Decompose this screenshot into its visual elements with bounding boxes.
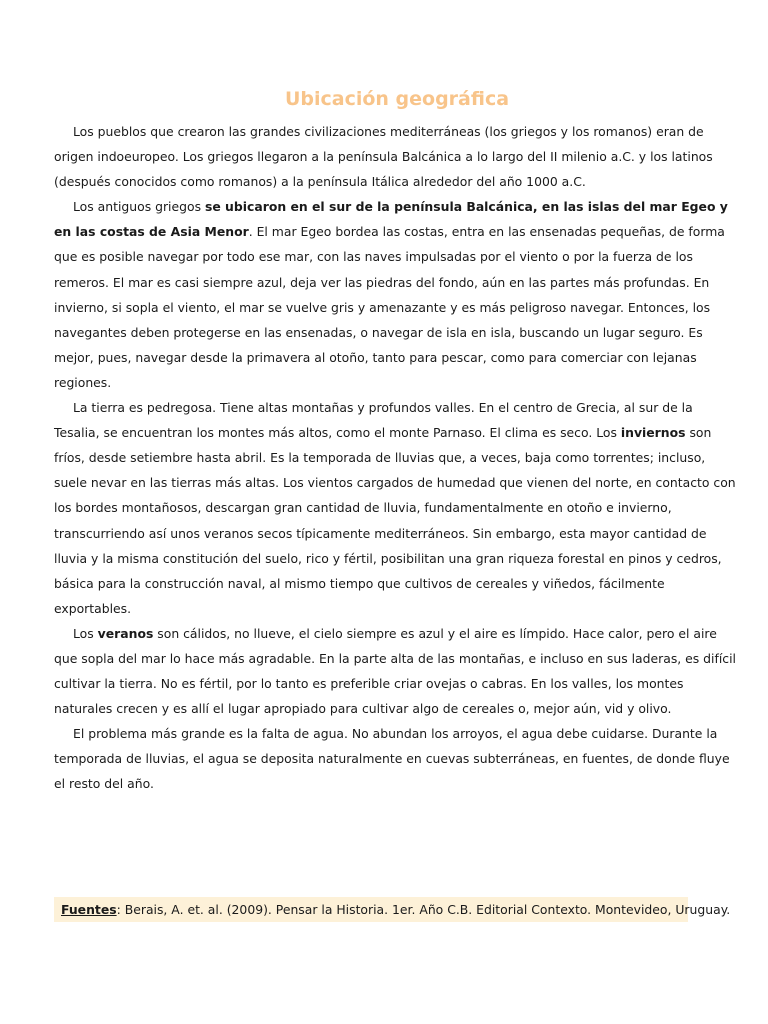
paragraph-water [54, 721, 742, 796]
paragraph-origins [54, 119, 742, 194]
paragraph-text: son fríos, desde setiembre hasta abril. Es la temporada de lluvias que, a veces, baja como torrentes; incluso, suele nevar en las tierras más altas. Los vientos cargados de humedad que vienen del norte, en contacto con los bordes montañosos, descargan gran cantidad de lluvia, fundamentalmente en otoño e invierno, transcurriendo así unos veranos secos típicamente mediterráneos. Sin embargo, esta mayor cantidad de lluvia y la misma constitución del suelo, rico y fértil, posibilitan una gran riqueza forestal en pinos y cedros, básica para la construcción naval, al mismo tiempo que cultivos de cereales y viñedos, fácilmente exportables. [54, 425, 736, 616]
document-body [54, 119, 742, 797]
source-label: Fuentes [61, 902, 117, 917]
highlighted-text: inviernos [620, 425, 686, 441]
paragraph-text: El problema más grande es la falta de agua. No abundan los arroyos, el agua debe cuidarse. Durante la temporada de lluvias, el agua se deposita naturalmente en cuevas subterráneas, en fuentes, de donde fluye el resto del año. [54, 726, 730, 792]
paragraph-text: Los pueblos que crearon las grandes civilizaciones mediterráneas (los griegos y los romanos) eran de origen indoeuropeo. Los griegos llegaron a la península Balcánica a lo largo del II milenio a.C. y los latinos (después conocidos como romanos) a la península Itálica alrededor del año 1000 a.C. [54, 124, 713, 190]
source-citation [54, 897, 731, 922]
paragraph-text: son cálidos, no llueve, el cielo siempre es azul y el aire es límpido. Hace calor, pero el aire que sopla del mar lo hace más agradable. En la parte alta de las montañas, e incluso en sus laderas, es difícil cultivar la tierra. No es fértil, por lo tanto es preferible criar ovejas o cabras. En los valles, los montes naturales crecen y es allí el lugar apropiado para cultivar algo de cereales o, mejor aún, vid y olivo. [54, 625, 736, 717]
paragraph-text: Los [73, 625, 98, 641]
paragraph-summers [54, 621, 742, 721]
page-title: Ubicación geográfica [284, 88, 510, 110]
paragraph-text: . El mar Egeo bordea las costas, entra en las ensenadas pequeñas, de forma que es posible navegar por todo ese mar, con las naves impulsadas por el viento o por la fuerza de los remeros. El mar es casi siempre azul, deja ver las piedras del fondo, aún en las partes más profundas. En invierno, si sopla el viento, el mar se vuelve gris y amenazante y es más peligroso navegar. Entonces, los navegantes deben protegerse en las ensenadas, o navegar de isla en isla, buscando un lugar seguro. Es mejor, pues, navegar desde la primavera al otoño, tanto para pescar, como para comerciar con lejanas regiones. [54, 224, 725, 390]
source-text: : Berais, A. et. al. (2009). Pensar la Historia. 1er. Año C.B. Editorial Contexto. Montevideo, Uruguay. [116, 902, 731, 917]
paragraph-text: Los antiguos griegos [73, 199, 205, 215]
paragraph-text: La tierra es pedregosa. Tiene altas montañas y profundos valles. En el centro de Grecia, al sur de la Tesalia, se encuentran los montes más altos, como el monte Parnaso. El clima es seco. Los [54, 400, 693, 441]
paragraph-land-climate [54, 395, 742, 621]
paragraph-location [54, 194, 742, 395]
highlighted-text: veranos [97, 625, 154, 641]
highlighted-text: se ubicaron en el sur de la península Balcánica, en las islas del mar Egeo y en las costas de Asia Menor [54, 199, 728, 240]
